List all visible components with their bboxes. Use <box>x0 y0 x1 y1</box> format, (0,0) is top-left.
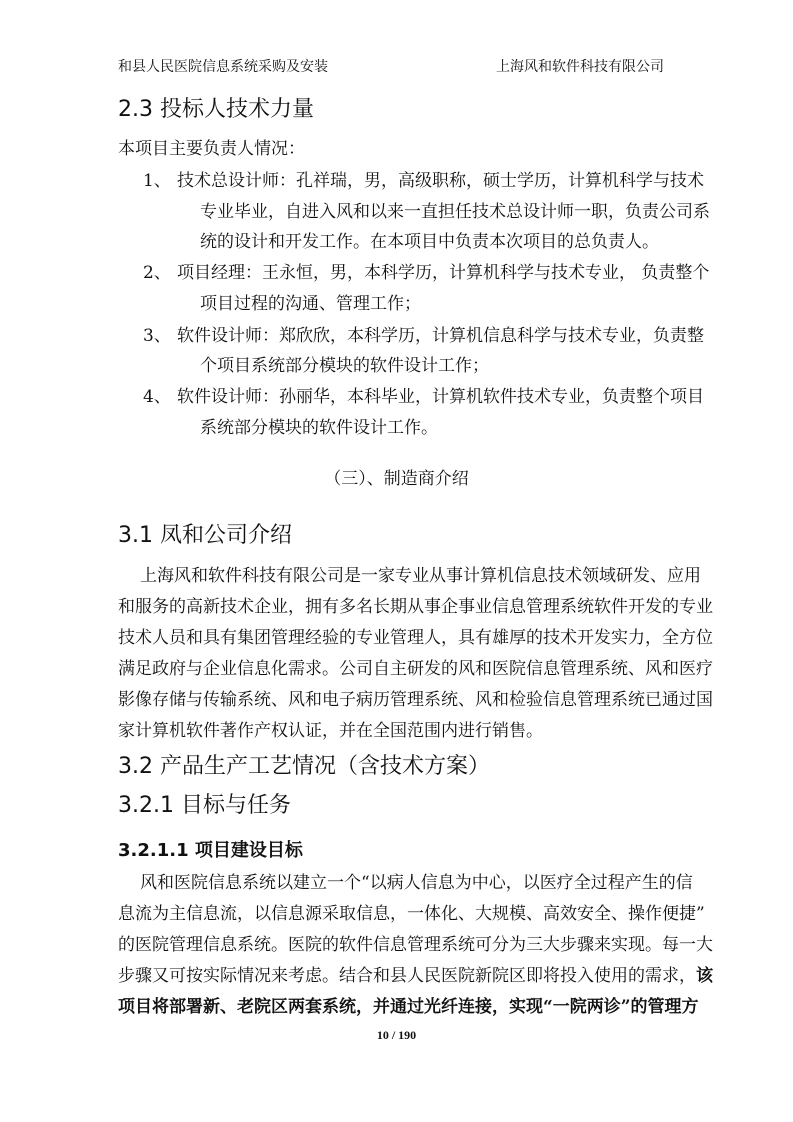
heading-3-1: 3.1 凤和公司介绍 <box>118 523 292 548</box>
header-project-title: 和县人民医院信息系统采购及安装 <box>118 59 328 75</box>
paragraph-line: 息流为主信息流，以信息源采取信息，一体化、大规模、高效安全、操作便捷” <box>118 904 705 924</box>
paragraph-line: 风和医院信息系统以建立一个“以病人信息为中心，以医疗全过程产生的信 <box>140 873 693 893</box>
list-item-line: 项目过程的沟通、管理工作； <box>200 294 421 314</box>
list-item-line: 个项目系统部分模块的软件设计工作； <box>200 356 489 376</box>
list-item-line: 项目经理：王永恒，男，本科学历，计算机科学与技术专业， 负责整个 <box>177 263 710 283</box>
list-item-line: 技术总设计师：孔祥瑞，男，高级职称，硕士学历，计算机科学与技术 <box>177 171 704 191</box>
paragraph-line: 上海风和软件科技有限公司是一家专业从事计算机信息技术领域研发、应用 <box>140 566 701 586</box>
list-item-line: 专业毕业，自进入风和以来一直担任技术总设计师一职，负责公司系 <box>200 202 710 222</box>
page-number: 10 / 190 <box>376 1028 417 1042</box>
chapter-3-title: （三）、制造商介绍 <box>324 469 469 489</box>
list-item-line: 统的设计和开发工作。在本项目中负责本次项目的总负责人。 <box>200 232 659 252</box>
list-item-line: 系统部分模块的软件设计工作。 <box>200 418 438 438</box>
paragraph-text: 步骤又可按实际情况来考虑。结合和县人民医院新院区即将投入使用的需求， <box>118 966 696 986</box>
list-item-line: 软件设计师：郑欣欣，本科学历，计算机信息科学与技术专业，负责整 <box>177 326 704 346</box>
heading-2-3: 2.3 投标人技术力量 <box>118 97 314 122</box>
list-number: 2、 <box>143 263 171 283</box>
header-company: 上海风和软件科技有限公司 <box>496 59 664 75</box>
paragraph-line <box>118 965 713 987</box>
heading-3-2-1: 3.2.1 目标与任务 <box>118 793 291 818</box>
heading-3-2-1-1: 3.2.1.1 项目建设目标 <box>118 840 303 861</box>
heading-3-2: 3.2 产品生产工艺情况（含技术方案） <box>118 754 490 779</box>
list-number: 1、 <box>143 171 171 191</box>
paragraph-line: 满足政府与企业信息化需求。公司自主研发的风和医院信息管理系统、风和医疗 <box>118 659 713 679</box>
paragraph-line: 影像存储与传输系统、风和电子病历管理系统、风和检验信息管理系统已通过国 <box>118 690 713 710</box>
paragraph-bold-line: 项目将部署新、老院区两套系统，并通过光纤连接，实现“一院两诊”的管理方 <box>118 997 699 1017</box>
paragraph-line: 和服务的高新技术企业，拥有多名长期从事企事业信息管理系统软件开发的专业 <box>118 597 713 617</box>
paragraph-bold-text: 该 <box>696 966 713 986</box>
list-number: 3、 <box>143 326 171 346</box>
list-item-line: 软件设计师：孙丽华，本科毕业，计算机软件技术专业，负责整个项目 <box>177 387 704 407</box>
paragraph-line: 的医院管理信息系统。医院的软件信息管理系统可分为三大步骤来实现。每一大 <box>118 935 713 955</box>
list-number: 4、 <box>143 387 171 407</box>
paragraph-line: 技术人员和具有集团管理经验的专业管理人，具有雄厚的技术开发实力，全方位 <box>118 628 713 648</box>
paragraph-line: 家计算机软件著作产权认证，并在全国范围内进行销售。 <box>118 721 543 741</box>
intro-text: 本项目主要负责人情况： <box>118 139 305 159</box>
